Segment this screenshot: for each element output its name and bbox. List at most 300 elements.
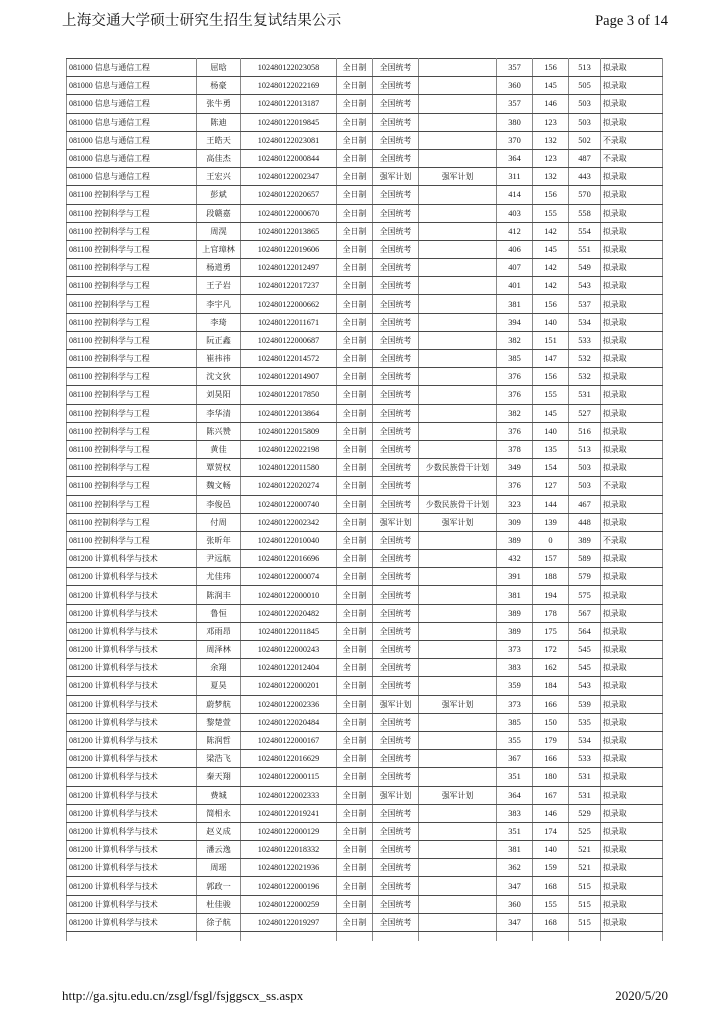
cell-exam-id: 102480122000670	[241, 204, 337, 222]
cell-initial-score: 403	[497, 204, 533, 222]
cell-total-score: 527	[569, 404, 601, 422]
page-footer	[0, 986, 724, 1010]
table-row	[67, 895, 663, 913]
cell-name: 李华清	[197, 404, 241, 422]
cell-name: 黄佳	[197, 440, 241, 458]
cell-exam-id: 102480122020482	[241, 604, 337, 622]
cell-result: 拟录取	[601, 859, 663, 877]
cell-exam-id: 102480122011845	[241, 622, 337, 640]
page-title: 上海交通大学硕士研究生招生复试结果公示	[62, 13, 342, 29]
cell-name: 陈迪	[197, 113, 241, 131]
cell-name: 李俊邑	[197, 495, 241, 513]
cell-exam-type: 全国统考	[373, 259, 419, 277]
cell-study-mode: 全日制	[337, 368, 373, 386]
cell-major: 081200 计算机科学与技术	[67, 841, 197, 859]
cell-special-plan	[419, 659, 497, 677]
cell-special-plan: 强军计划	[419, 695, 497, 713]
cell-special-plan	[419, 622, 497, 640]
cell-initial-score: 357	[497, 59, 533, 77]
cell-retest-score: 147	[533, 350, 569, 368]
cell-exam-id: 102480122000243	[241, 641, 337, 659]
cell-exam-type: 全国统考	[373, 731, 419, 749]
cell-retest-score: 172	[533, 641, 569, 659]
cell-study-mode: 全日制	[337, 768, 373, 786]
cell-result: 拟录取	[601, 550, 663, 568]
cell-exam-id: 102480122020657	[241, 186, 337, 204]
cell-exam-type: 全国统考	[373, 768, 419, 786]
cell-special-plan	[419, 204, 497, 222]
cell-initial-score: 370	[497, 131, 533, 149]
cell-study-mode: 全日制	[337, 641, 373, 659]
table-row	[67, 131, 663, 149]
table-row	[67, 204, 663, 222]
cell-retest-score: 155	[533, 895, 569, 913]
cell-name: 王子岩	[197, 277, 241, 295]
cell-name: 崔祎祎	[197, 350, 241, 368]
cell-name: 李宇凡	[197, 295, 241, 313]
cell-study-mode: 全日制	[337, 131, 373, 149]
cell-result: 拟录取	[601, 750, 663, 768]
table-trailing-row	[67, 932, 663, 942]
table-row	[67, 877, 663, 895]
cell-total-score: 579	[569, 568, 601, 586]
cell-retest-score: 140	[533, 313, 569, 331]
cell-special-plan	[419, 77, 497, 95]
cell-total-score: 535	[569, 713, 601, 731]
cell-initial-score: 382	[497, 404, 533, 422]
cell-special-plan	[419, 841, 497, 859]
cell-exam-type: 全国统考	[373, 240, 419, 258]
cell-total-score: 537	[569, 295, 601, 313]
cell-name: 覃贺权	[197, 459, 241, 477]
cell-major: 081200 计算机科学与技术	[67, 622, 197, 640]
table-row	[67, 659, 663, 677]
cell-study-mode: 全日制	[337, 750, 373, 768]
cell-exam-id: 102480122016629	[241, 750, 337, 768]
cell-major: 081200 计算机科学与技术	[67, 659, 197, 677]
cell-exam-type: 全国统考	[373, 568, 419, 586]
cell-major: 081000 信息与通信工程	[67, 59, 197, 77]
cell-study-mode: 全日制	[337, 259, 373, 277]
cell-retest-score: 123	[533, 113, 569, 131]
table-row	[67, 168, 663, 186]
cell-name: 赵义成	[197, 822, 241, 840]
cell-name: 沈文狄	[197, 368, 241, 386]
cell-result: 不录取	[601, 531, 663, 549]
cell-result: 拟录取	[601, 77, 663, 95]
cell-name: 周泽林	[197, 641, 241, 659]
cell-initial-score: 367	[497, 750, 533, 768]
cell-total-score: 515	[569, 877, 601, 895]
cell-result: 拟录取	[601, 695, 663, 713]
cell-retest-score: 145	[533, 240, 569, 258]
cell-major: 081000 信息与通信工程	[67, 113, 197, 131]
cell-special-plan	[419, 350, 497, 368]
cell-total-score: 448	[569, 513, 601, 531]
cell-retest-score: 127	[533, 477, 569, 495]
cell-retest-score: 151	[533, 331, 569, 349]
cell-study-mode: 全日制	[337, 77, 373, 95]
table-row	[67, 859, 663, 877]
cell-exam-id: 102480122016696	[241, 550, 337, 568]
cell-exam-id: 102480122000687	[241, 331, 337, 349]
cell-initial-score: 347	[497, 913, 533, 931]
cell-major: 081100 控制科学与工程	[67, 459, 197, 477]
cell-result: 拟录取	[601, 459, 663, 477]
cell-study-mode: 全日制	[337, 659, 373, 677]
cell-result: 拟录取	[601, 259, 663, 277]
cell-exam-type: 强军计划	[373, 168, 419, 186]
cell-special-plan: 少数民族骨干计划	[419, 495, 497, 513]
cell-study-mode: 全日制	[337, 677, 373, 695]
cell-exam-type: 全国统考	[373, 113, 419, 131]
cell-initial-score: 391	[497, 568, 533, 586]
cell-exam-id: 102480122000259	[241, 895, 337, 913]
cell-study-mode: 全日制	[337, 95, 373, 113]
cell-exam-type: 全国统考	[373, 550, 419, 568]
cell-retest-score: 0	[533, 531, 569, 549]
cell-special-plan: 强军计划	[419, 168, 497, 186]
table-row	[67, 259, 663, 277]
cell-special-plan	[419, 713, 497, 731]
table-row	[67, 786, 663, 804]
table-row	[67, 641, 663, 659]
cell-retest-score: 156	[533, 59, 569, 77]
cell-total-score: 505	[569, 77, 601, 95]
cell-study-mode: 全日制	[337, 350, 373, 368]
cell-initial-score: 351	[497, 822, 533, 840]
cell-exam-id: 102480122010040	[241, 531, 337, 549]
cell-special-plan	[419, 440, 497, 458]
cell-retest-score: 180	[533, 768, 569, 786]
cell-total-score: 558	[569, 204, 601, 222]
cell-major: 081100 控制科学与工程	[67, 422, 197, 440]
cell-total-score: 389	[569, 531, 601, 549]
cell-exam-id: 102480122012404	[241, 659, 337, 677]
cell-result: 拟录取	[601, 822, 663, 840]
cell-total-score: 521	[569, 859, 601, 877]
cell-initial-score: 364	[497, 149, 533, 167]
cell-major: 081200 计算机科学与技术	[67, 786, 197, 804]
cell-special-plan	[419, 913, 497, 931]
cell-special-plan	[419, 313, 497, 331]
cell-special-plan	[419, 895, 497, 913]
cell-total-score: 531	[569, 386, 601, 404]
cell-retest-score: 132	[533, 168, 569, 186]
table-row	[67, 440, 663, 458]
page-number-label: Page 3 of 14	[595, 13, 668, 29]
cell-exam-type: 全国统考	[373, 495, 419, 513]
cell-retest-score: 166	[533, 750, 569, 768]
cell-name: 阮正鑫	[197, 331, 241, 349]
cell-special-plan	[419, 677, 497, 695]
cell-name: 魏文畅	[197, 477, 241, 495]
cell-total-score: 531	[569, 768, 601, 786]
table-row	[67, 622, 663, 640]
cell-major: 081100 控制科学与工程	[67, 386, 197, 404]
cell-name: 王宏兴	[197, 168, 241, 186]
cell-major: 081100 控制科学与工程	[67, 495, 197, 513]
cell-major: 081200 计算机科学与技术	[67, 586, 197, 604]
cell-retest-score: 156	[533, 368, 569, 386]
cell-major: 081000 信息与通信工程	[67, 131, 197, 149]
cell-initial-score: 389	[497, 604, 533, 622]
cell-special-plan: 少数民族骨干计划	[419, 459, 497, 477]
cell-retest-score: 142	[533, 277, 569, 295]
cell-exam-type: 全国统考	[373, 313, 419, 331]
cell-special-plan	[419, 859, 497, 877]
table-row	[67, 149, 663, 167]
cell-major: 081100 控制科学与工程	[67, 531, 197, 549]
table-row	[67, 459, 663, 477]
cell-exam-type: 全国统考	[373, 186, 419, 204]
cell-exam-type: 全国统考	[373, 822, 419, 840]
cell-result: 拟录取	[601, 59, 663, 77]
cell-name: 屈晗	[197, 59, 241, 77]
cell-total-score: 487	[569, 149, 601, 167]
cell-retest-score: 145	[533, 77, 569, 95]
cell-study-mode: 全日制	[337, 386, 373, 404]
cell-exam-type: 全国统考	[373, 440, 419, 458]
cell-study-mode: 全日制	[337, 477, 373, 495]
empty-cell	[67, 932, 197, 942]
cell-name: 陈润哲	[197, 731, 241, 749]
cell-result: 拟录取	[601, 895, 663, 913]
cell-exam-type: 全国统考	[373, 895, 419, 913]
cell-exam-type: 强军计划	[373, 513, 419, 531]
cell-special-plan	[419, 149, 497, 167]
cell-retest-score: 155	[533, 204, 569, 222]
cell-total-score: 467	[569, 495, 601, 513]
cell-exam-type: 全国统考	[373, 77, 419, 95]
cell-exam-type: 强军计划	[373, 695, 419, 713]
cell-total-score: 539	[569, 695, 601, 713]
cell-special-plan	[419, 331, 497, 349]
cell-name: 黎楚萱	[197, 713, 241, 731]
cell-initial-score: 376	[497, 477, 533, 495]
cell-exam-id: 102480122013187	[241, 95, 337, 113]
table-row	[67, 77, 663, 95]
cell-total-score: 513	[569, 59, 601, 77]
cell-exam-type: 全国统考	[373, 204, 419, 222]
cell-major: 081100 控制科学与工程	[67, 313, 197, 331]
cell-exam-type: 全国统考	[373, 477, 419, 495]
cell-study-mode: 全日制	[337, 713, 373, 731]
cell-result: 拟录取	[601, 713, 663, 731]
cell-exam-id: 102480122011580	[241, 459, 337, 477]
cell-study-mode: 全日制	[337, 568, 373, 586]
cell-initial-score: 394	[497, 313, 533, 331]
cell-result: 拟录取	[601, 204, 663, 222]
cell-study-mode: 全日制	[337, 422, 373, 440]
table-row	[67, 477, 663, 495]
cell-retest-score: 178	[533, 604, 569, 622]
cell-major: 081100 控制科学与工程	[67, 440, 197, 458]
empty-cell	[197, 932, 241, 942]
table-row	[67, 386, 663, 404]
page-header	[0, 10, 724, 36]
cell-special-plan	[419, 277, 497, 295]
cell-retest-score: 135	[533, 440, 569, 458]
cell-total-score: 533	[569, 331, 601, 349]
table-row	[67, 222, 663, 240]
cell-result: 拟录取	[601, 604, 663, 622]
cell-study-mode: 全日制	[337, 204, 373, 222]
empty-cell	[241, 932, 337, 942]
cell-major: 081100 控制科学与工程	[67, 186, 197, 204]
cell-exam-type: 全国统考	[373, 677, 419, 695]
cell-result: 拟录取	[601, 786, 663, 804]
table-row	[67, 677, 663, 695]
cell-result: 拟录取	[601, 186, 663, 204]
cell-exam-type: 全国统考	[373, 404, 419, 422]
cell-study-mode: 全日制	[337, 222, 373, 240]
cell-retest-score: 146	[533, 804, 569, 822]
cell-name: 彭斌	[197, 186, 241, 204]
cell-special-plan	[419, 386, 497, 404]
cell-special-plan: 强军计划	[419, 786, 497, 804]
cell-result: 拟录取	[601, 350, 663, 368]
cell-study-mode: 全日制	[337, 113, 373, 131]
cell-exam-type: 全国统考	[373, 641, 419, 659]
cell-total-score: 551	[569, 240, 601, 258]
cell-retest-score: 168	[533, 877, 569, 895]
cell-total-score: 532	[569, 350, 601, 368]
cell-exam-type: 全国统考	[373, 841, 419, 859]
cell-major: 081000 信息与通信工程	[67, 149, 197, 167]
table-row	[67, 713, 663, 731]
cell-exam-type: 全国统考	[373, 368, 419, 386]
cell-result: 拟录取	[601, 240, 663, 258]
cell-total-score: 443	[569, 168, 601, 186]
cell-result: 拟录取	[601, 95, 663, 113]
cell-major: 081000 信息与通信工程	[67, 168, 197, 186]
cell-exam-id: 102480122019845	[241, 113, 337, 131]
cell-initial-score: 359	[497, 677, 533, 695]
cell-initial-score: 309	[497, 513, 533, 531]
cell-major: 081200 计算机科学与技术	[67, 768, 197, 786]
cell-study-mode: 全日制	[337, 240, 373, 258]
cell-name: 徐子航	[197, 913, 241, 931]
cell-total-score: 545	[569, 659, 601, 677]
cell-study-mode: 全日制	[337, 331, 373, 349]
cell-study-mode: 全日制	[337, 859, 373, 877]
cell-major: 081100 控制科学与工程	[67, 331, 197, 349]
cell-exam-type: 全国统考	[373, 131, 419, 149]
cell-name: 费城	[197, 786, 241, 804]
cell-initial-score: 364	[497, 786, 533, 804]
cell-retest-score: 154	[533, 459, 569, 477]
cell-exam-type: 全国统考	[373, 295, 419, 313]
table-row	[67, 604, 663, 622]
cell-name: 陈兴赞	[197, 422, 241, 440]
cell-study-mode: 全日制	[337, 695, 373, 713]
cell-initial-score: 383	[497, 804, 533, 822]
cell-name: 张昕年	[197, 531, 241, 549]
empty-cell	[497, 932, 533, 942]
cell-initial-score: 381	[497, 295, 533, 313]
cell-major: 081200 计算机科学与技术	[67, 877, 197, 895]
cell-exam-id: 102480122000010	[241, 586, 337, 604]
table-row	[67, 277, 663, 295]
cell-major: 081100 控制科学与工程	[67, 222, 197, 240]
results-table-container	[66, 58, 662, 941]
cell-result: 拟录取	[601, 804, 663, 822]
table-row	[67, 731, 663, 749]
cell-special-plan	[419, 750, 497, 768]
cell-total-score: 534	[569, 313, 601, 331]
cell-exam-type: 全国统考	[373, 804, 419, 822]
cell-exam-type: 全国统考	[373, 59, 419, 77]
print-date: 2020/5/20	[615, 988, 668, 1003]
cell-total-score: 521	[569, 841, 601, 859]
cell-total-score: 529	[569, 804, 601, 822]
cell-exam-id: 102480122000201	[241, 677, 337, 695]
table-row	[67, 350, 663, 368]
cell-initial-score: 373	[497, 695, 533, 713]
cell-special-plan	[419, 113, 497, 131]
cell-initial-score: 376	[497, 386, 533, 404]
cell-exam-id: 102480122000740	[241, 495, 337, 513]
cell-major: 081200 计算机科学与技术	[67, 604, 197, 622]
cell-major: 081200 计算机科学与技术	[67, 822, 197, 840]
cell-initial-score: 383	[497, 659, 533, 677]
table-row	[67, 768, 663, 786]
cell-result: 不录取	[601, 477, 663, 495]
cell-major: 081200 计算机科学与技术	[67, 895, 197, 913]
table-row	[67, 404, 663, 422]
cell-exam-type: 全国统考	[373, 586, 419, 604]
cell-result: 拟录取	[601, 386, 663, 404]
cell-major: 081100 控制科学与工程	[67, 477, 197, 495]
cell-initial-score: 432	[497, 550, 533, 568]
cell-special-plan	[419, 295, 497, 313]
cell-result: 拟录取	[601, 877, 663, 895]
cell-major: 081100 控制科学与工程	[67, 404, 197, 422]
cell-major: 081200 计算机科学与技术	[67, 731, 197, 749]
cell-initial-score: 355	[497, 731, 533, 749]
cell-total-score: 533	[569, 750, 601, 768]
cell-exam-id: 102480122022198	[241, 440, 337, 458]
cell-name: 段赣嘉	[197, 204, 241, 222]
cell-initial-score: 382	[497, 331, 533, 349]
cell-special-plan	[419, 186, 497, 204]
cell-exam-id: 102480122020274	[241, 477, 337, 495]
cell-initial-score: 389	[497, 531, 533, 549]
cell-name: 陈润丰	[197, 586, 241, 604]
cell-result: 不录取	[601, 131, 663, 149]
cell-exam-type: 强军计划	[373, 786, 419, 804]
cell-retest-score: 146	[533, 95, 569, 113]
cell-exam-type: 全国统考	[373, 350, 419, 368]
cell-total-score: 513	[569, 440, 601, 458]
cell-result: 拟录取	[601, 168, 663, 186]
cell-total-score: 543	[569, 277, 601, 295]
admission-results-table	[66, 58, 663, 941]
empty-cell	[533, 932, 569, 942]
cell-study-mode: 全日制	[337, 604, 373, 622]
cell-total-score: 515	[569, 895, 601, 913]
cell-name: 杨豪	[197, 77, 241, 95]
cell-name: 秦天翔	[197, 768, 241, 786]
cell-initial-score: 385	[497, 350, 533, 368]
cell-retest-score: 156	[533, 186, 569, 204]
cell-special-plan	[419, 550, 497, 568]
cell-name: 王皓天	[197, 131, 241, 149]
table-row	[67, 295, 663, 313]
cell-study-mode: 全日制	[337, 186, 373, 204]
cell-exam-type: 全国统考	[373, 659, 419, 677]
